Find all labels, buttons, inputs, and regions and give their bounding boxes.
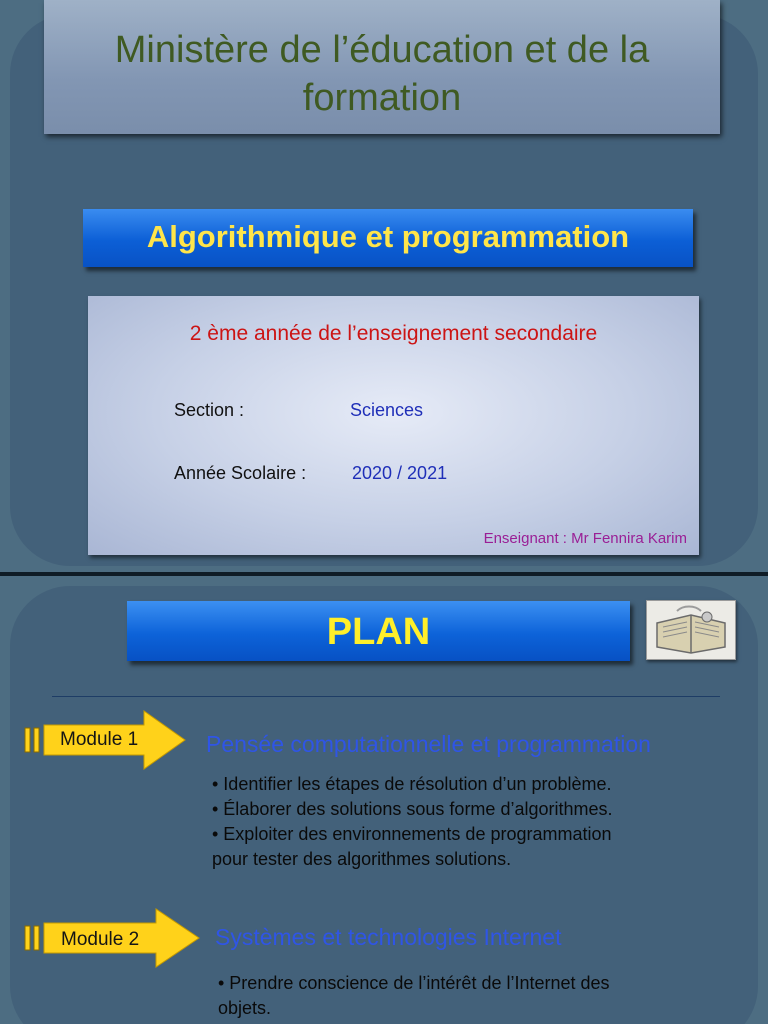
module-2-label: Module 2 [61, 929, 140, 950]
module-1-label: Module 1 [60, 729, 139, 750]
section-value: Sciences [350, 400, 424, 420]
module-1-title: Pensée computationnelle et programmation [206, 731, 651, 757]
module-2-bullet: objets. [218, 998, 272, 1018]
divider-line [52, 696, 720, 697]
module-1-bullet: • Identifier les étapes de résolution d’un problème. [212, 774, 612, 794]
module-1-bullets [212, 772, 613, 872]
teacher-name: Enseignant : Mr Fennira Karim [483, 530, 687, 547]
course-banner [83, 209, 693, 267]
module-2-bullet: • Prendre conscience de l’intérêt de l’Internet des [218, 973, 610, 993]
module-2-title: Systèmes et technologies Internet [215, 924, 562, 950]
school-year-value: 2020 / 2021 [352, 463, 448, 483]
module-2-bullets [218, 971, 610, 1021]
open-book-icon [646, 600, 736, 660]
section-label: Section : [174, 400, 245, 420]
school-year-label: Année Scolaire : [174, 463, 307, 483]
course-title: Algorithmique et programmation [146, 219, 630, 254]
module-1-bullet: pour tester des algorithmes solutions. [212, 849, 512, 869]
course-info-box [88, 296, 699, 555]
plan-title: PLAN [326, 611, 431, 653]
module-1-bullet: • Exploiter des environnements de programmation [212, 824, 612, 844]
ministry-title-box [44, 0, 720, 134]
ministry-title: Ministère de l’éducation et de la formation [114, 29, 650, 119]
plan-banner [127, 601, 630, 661]
grade-level: 2 ème année de l’enseignement secondaire [189, 322, 598, 345]
module-1-bullet: • Élaborer des solutions sous forme d’algorithmes. [212, 799, 613, 819]
plan-slide [0, 576, 768, 1024]
